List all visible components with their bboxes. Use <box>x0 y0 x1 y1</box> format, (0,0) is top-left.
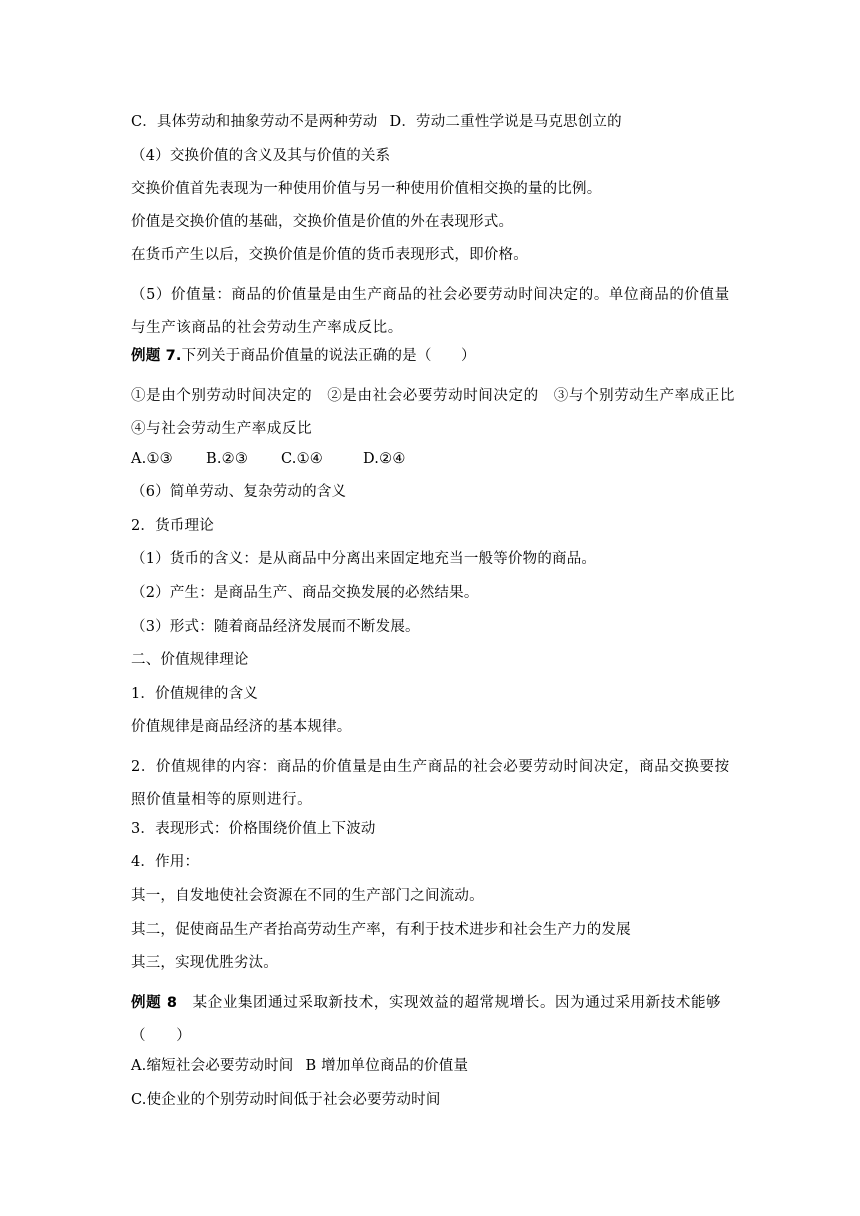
paragraph-money-form: （3）形式：随着商品经济发展而不断发展。 <box>131 619 420 635</box>
example-8-question <box>131 987 736 1053</box>
paragraph-money-definition: （1）货币的含义：是从商品中分离出来固定地充当一般等价物的商品。 <box>131 551 597 567</box>
paragraph-law-basic: 价值规律是商品经济的基本规律。 <box>131 719 352 735</box>
example-7-statements: ①是由个别劳动时间决定的 ②是由社会必要劳动时间决定的 ③与个别劳动生产率成正比 ④与社会劳动生产率成反比 <box>131 388 751 437</box>
example-7-option-a: A.①③ <box>131 451 173 467</box>
example-8-options-a-b <box>131 1056 736 1076</box>
example-7-option-b: B.②③ <box>206 451 249 467</box>
example-8-option-a: A.缩短社会必要劳动时间 <box>131 1058 294 1074</box>
option-d: D．劳动二重性学说是马克思创立的 <box>389 114 622 130</box>
paragraph-value-quantity: （5）价值量：商品的价值量是由生产商品的社会必要劳动时间决定的。单位商品的价值量与生产该商品的社会劳动生产率成反比。 <box>131 287 730 336</box>
example-7-options <box>131 449 736 469</box>
example-8-text: 某企业集团通过采取新技术，实现效益的超常规增长。因为通过采用新技术能够（ ） <box>131 995 722 1044</box>
section-heading-exchange-value: （4）交换价值的含义及其与价值的关系 <box>131 148 391 164</box>
paragraph-function-two: 其二，促使商品生产者抬高劳动生产率，有利于技术进步和社会生产力的发展 <box>131 922 631 938</box>
paragraph-exchange-value-definition: 交换价值首先表现为一种使用价值与另一种使用价值相交换的量的比例。 <box>131 181 602 197</box>
option-line-c-d <box>131 112 736 132</box>
subheading-law-meaning: 1．价值规律的含义 <box>131 686 259 702</box>
section-heading-labor-types: （6）简单劳动、复杂劳动的含义 <box>131 484 347 500</box>
section-heading-money-theory: 2．货币理论 <box>131 518 214 534</box>
paragraph-law-expression: 3．表现形式：价格围绕价值上下波动 <box>131 821 376 837</box>
paragraph-function-one: 其一，自发地使社会资源在不同的生产部门之间流动。 <box>131 888 484 904</box>
example-7-text: 下列关于商品价值量的说法正确的是（ ） <box>181 348 476 364</box>
example-7-label: 例题 7. <box>131 348 182 364</box>
example-7-option-d: D.②④ <box>363 451 406 467</box>
paragraph-function-three: 其三，实现优胜劣汰。 <box>131 955 278 971</box>
paragraph-price-form: 在货币产生以后，交换价值是价值的货币表现形式，即价格。 <box>131 247 528 263</box>
subheading-law-functions: 4．作用： <box>131 854 200 870</box>
paragraph-law-content: 2．价值规律的内容：商品的价值量是由生产商品的社会必要劳动时间决定，商品交换要按照价值量相等的原则进行。 <box>131 759 730 808</box>
example-7-question <box>131 346 736 366</box>
example-8-label: 例题 8 <box>131 995 178 1011</box>
paragraph-value-basis: 价值是交换价值的基础，交换价值是价值的外在表现形式。 <box>131 214 514 230</box>
example-7-option-c: C.①④ <box>281 451 323 467</box>
option-c: C．具体劳动和抽象劳动不是两种劳动 <box>131 114 378 130</box>
example-8-option-b: B 增加单位商品的价值量 <box>305 1058 469 1074</box>
paragraph-money-origin: （2）产生：是商品生产、商品交换发展的必然结果。 <box>131 585 479 601</box>
section-heading-law-of-value: 二、价值规律理论 <box>131 652 249 668</box>
example-8-option-c: C.使企业的个别劳动时间低于社会必要劳动时间 <box>131 1092 441 1108</box>
